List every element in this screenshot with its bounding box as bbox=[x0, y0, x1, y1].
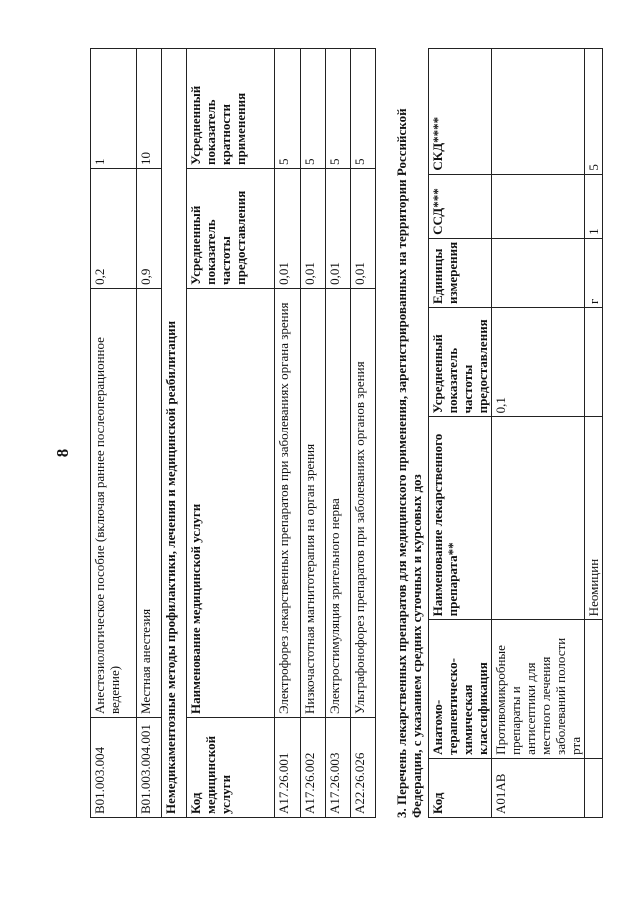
column-header-row bbox=[429, 49, 492, 818]
frequency-value bbox=[585, 308, 603, 417]
unit-value: г bbox=[585, 238, 603, 307]
ssd-value bbox=[492, 174, 585, 238]
service-code: A17.26.001 bbox=[275, 718, 300, 818]
section-3-title: 3. Перечень лекарственных препаратов для медицинского применения, зарегистрированных на территории Российской Федерации, с указанием средних суточных и курсовых доз bbox=[394, 108, 424, 818]
multiplicity-value: 5 bbox=[325, 49, 350, 169]
frequency-value: 0,01 bbox=[325, 168, 350, 288]
multiplicity-value: 5 bbox=[275, 49, 300, 169]
frequency-value: 0,9 bbox=[137, 168, 162, 288]
multiplicity-value: 5 bbox=[350, 49, 375, 169]
table-row bbox=[350, 49, 375, 818]
service-name: Местная анестезия bbox=[137, 288, 162, 717]
table-row bbox=[137, 49, 162, 818]
service-name: Электростимуляция зрительного нерва bbox=[325, 288, 350, 717]
header-code: Код bbox=[429, 758, 492, 817]
header-skd: СКД**** bbox=[429, 49, 492, 175]
header-unit: Единицы измерения bbox=[429, 238, 492, 307]
header-drug-name: Наименование лекарственного препарата** bbox=[429, 417, 492, 620]
table-row bbox=[91, 49, 137, 818]
service-code: B01.003.004 bbox=[91, 718, 137, 818]
table-row bbox=[585, 49, 603, 818]
services-table bbox=[90, 48, 376, 818]
service-code: A17.26.002 bbox=[300, 718, 325, 818]
atc-code: A01AB bbox=[492, 758, 585, 817]
table-row bbox=[300, 49, 325, 818]
table-row bbox=[492, 49, 585, 818]
frequency-value: 0,01 bbox=[300, 168, 325, 288]
service-code: A17.26.003 bbox=[325, 718, 350, 818]
atc-code bbox=[585, 758, 603, 817]
frequency-value: 0,2 bbox=[91, 168, 137, 288]
drug-name: Неомицин bbox=[585, 417, 603, 620]
service-code: B01.003.004.001 bbox=[137, 718, 162, 818]
frequency-value: 0,01 bbox=[275, 168, 300, 288]
header-frequency: Усредненный показатель частоты предоставления bbox=[187, 168, 275, 288]
header-name: Наименование медицинской услуги bbox=[187, 288, 275, 717]
table-row bbox=[275, 49, 300, 818]
section-header-row bbox=[162, 49, 187, 818]
service-name: Ультрафонофорез препаратов при заболеваниях органов зрения bbox=[350, 288, 375, 717]
service-name: Анестезиологическое пособие (включая раннее послеоперационное ведение) bbox=[91, 288, 137, 717]
frequency-value: 0,1 bbox=[492, 308, 585, 417]
ssd-value: 1 bbox=[585, 174, 603, 238]
skd-value bbox=[492, 49, 585, 175]
atc-group-name bbox=[585, 620, 603, 759]
service-code: A22.26.026 bbox=[350, 718, 375, 818]
multiplicity-value: 1 bbox=[91, 49, 137, 169]
multiplicity-value: 10 bbox=[137, 49, 162, 169]
drugs-table bbox=[428, 48, 603, 818]
section-header: Немедикаментозные методы профилактики, лечения и медицинской реабилитации bbox=[162, 49, 187, 818]
unit-value bbox=[492, 238, 585, 307]
multiplicity-value: 5 bbox=[300, 49, 325, 169]
atc-group-name: Противомикробные препараты и антисептики для местного лечения заболеваний полости рта bbox=[492, 620, 585, 759]
service-name: Низкочастотная магнитотерапия на орган зрения bbox=[300, 288, 325, 717]
header-frequency: Усредненный показатель частоты предоставления bbox=[429, 308, 492, 417]
skd-value: 5 bbox=[585, 49, 603, 175]
frequency-value: 0,01 bbox=[350, 168, 375, 288]
header-multiplicity: Усредненный показатель кратности применения bbox=[187, 49, 275, 169]
drug-name bbox=[492, 417, 585, 620]
column-header-row bbox=[187, 49, 275, 818]
header-ssd: ССД*** bbox=[429, 174, 492, 238]
rotated-page-content bbox=[90, 48, 600, 818]
service-name: Электрофорез лекарственных препаратов при заболеваниях органа зрения bbox=[275, 288, 300, 717]
header-atc: Анатомо-терапевтическо-химическая классификация bbox=[429, 620, 492, 759]
header-code: Код медицинской услуги bbox=[187, 718, 275, 818]
table-row bbox=[325, 49, 350, 818]
page-number: 8 bbox=[53, 448, 72, 458]
